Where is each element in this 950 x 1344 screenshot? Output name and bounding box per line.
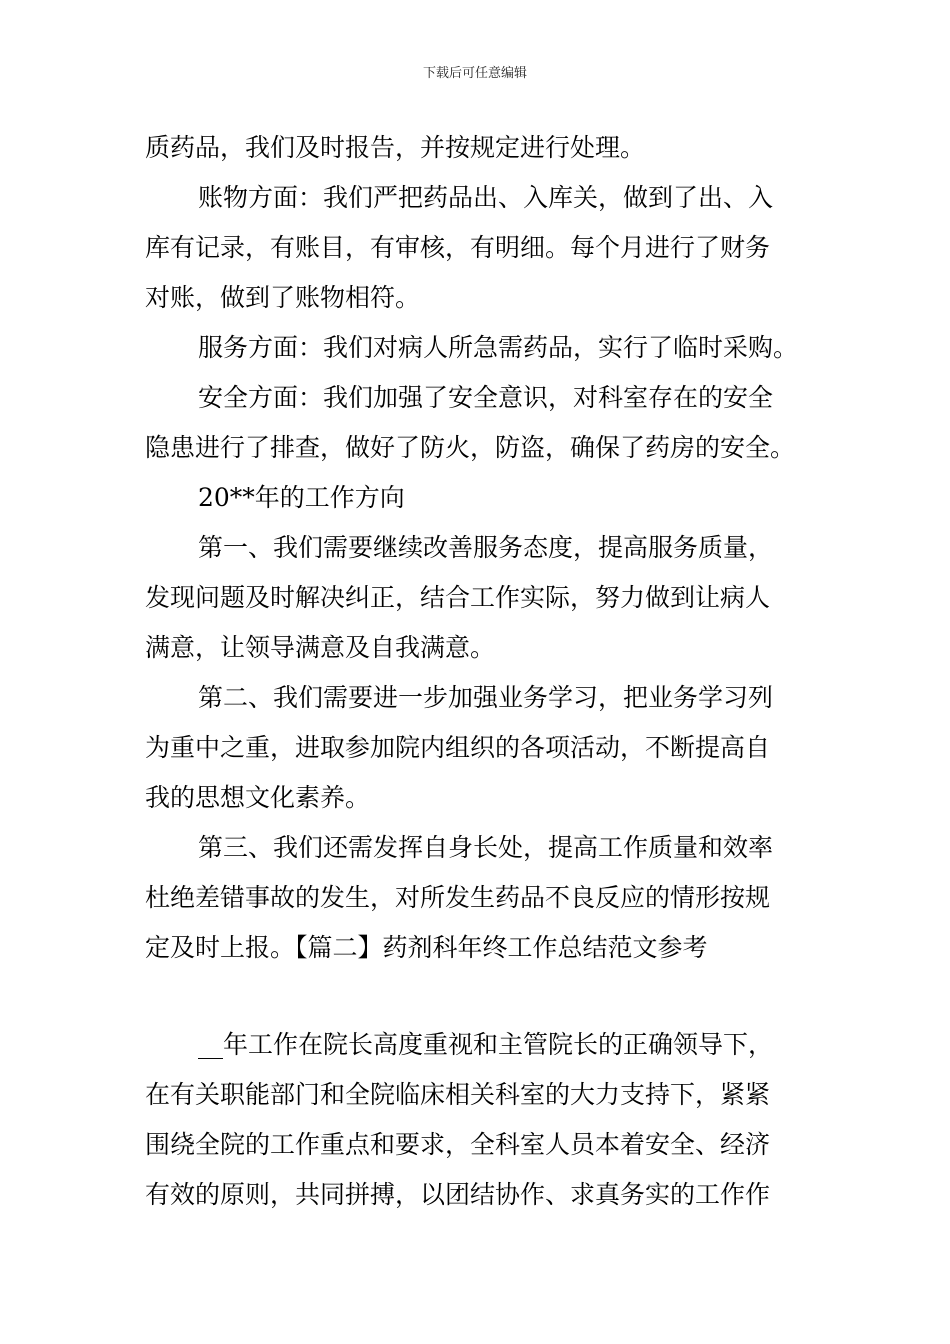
paragraph-first: 第一、我们需要继续改善服务态度，提高服务质量，	[198, 533, 774, 562]
text-line: 为重中之重，进取参加院内组织的各项活动，不断提高自	[145, 733, 771, 762]
page-header-note: 下载后可任意编辑	[422, 66, 527, 81]
text-line: 库有记录，有账目，有审核，有明细。每个月进行了财务	[145, 233, 771, 262]
paragraph-second: 第二、我们需要进一步加强业务学习，把业务学习列	[198, 683, 774, 712]
text-line: 杜绝差错事故的发生，对所发生药品不良反应的情形按规	[145, 883, 771, 912]
text-line: 对账，做到了账物相符。	[145, 283, 421, 312]
text-line: 满意，让领导满意及自我满意。	[145, 633, 496, 662]
text-line: 质药品，我们及时报告，并按规定进行处理。	[145, 133, 646, 162]
paragraph-gap	[145, 977, 805, 1024]
text-line: 我的思想文化素养。	[145, 783, 371, 812]
section-heading-work-direction: 20**年的工作方向	[198, 483, 405, 512]
text-line: 发现问题及时解决纠正，结合工作实际，努力做到让病人	[145, 583, 771, 612]
text-line: 有效的原则，共同拼搏，以团结协作、求真务实的工作作	[145, 1180, 771, 1209]
paragraph-safety: 安全方面：我们加强了安全意识，对科室存在的安全	[198, 383, 774, 412]
text-line: 在有关职能部门和全院临床相关科室的大力支持下，紧紧	[145, 1080, 771, 1109]
text-line: 围绕全院的工作重点和要求，全科室人员本着安全、经济	[145, 1130, 771, 1159]
paragraph-accounts: 账物方面：我们严把药品出、入库关，做到了出、入	[198, 183, 774, 212]
text-line-with-section-title: 定及时上报。【篇二】药剂科年终工作总结范文参考	[145, 933, 708, 962]
paragraph-part-two-intro: __年工作在院长高度重视和主管院长的正确领导下，	[198, 1030, 774, 1059]
text-line: 隐患进行了排查，做好了防火，防盗，确保了药房的安全。	[145, 433, 796, 462]
document-body	[145, 127, 805, 1224]
paragraph-third: 第三、我们还需发挥自身长处，提高工作质量和效率	[198, 833, 774, 862]
paragraph-service: 服务方面：我们对病人所急需药品，实行了临时采购。	[198, 333, 799, 362]
